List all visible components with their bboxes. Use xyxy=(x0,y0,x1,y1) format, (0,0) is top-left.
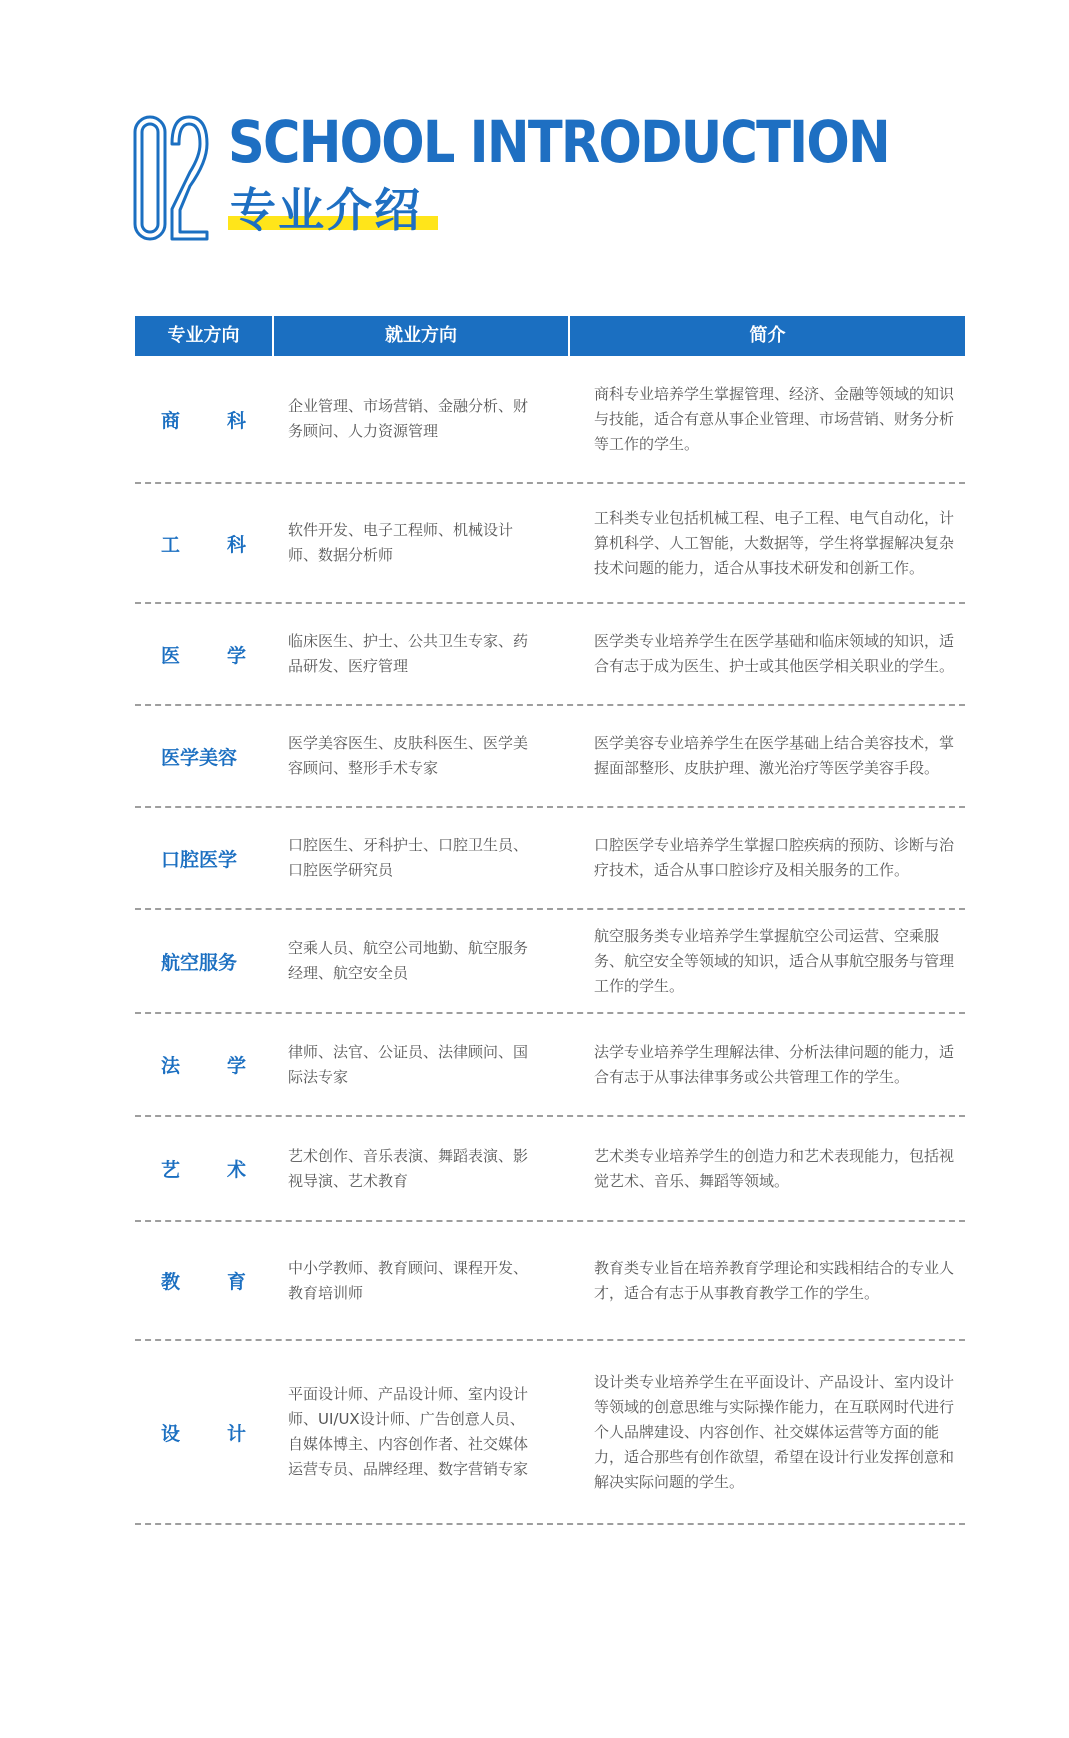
jobs-cell xyxy=(272,936,568,986)
jobs-text: 空乘人员、航空公司地勤、航空服务经理、航空安全员 xyxy=(288,939,529,982)
jobs-text: 律师、法官、公证员、法律顾问、国际法专家 xyxy=(288,1042,529,1086)
jobs-cell xyxy=(272,629,568,679)
title-english: SCHOOL INTRODUCTION xyxy=(228,108,889,176)
major-name: 医学 xyxy=(161,644,246,667)
table-row xyxy=(135,1014,965,1117)
jobs-cell xyxy=(272,394,568,444)
title-chinese: 专业介绍 xyxy=(230,183,422,237)
title-chinese-wrap xyxy=(230,182,422,238)
section-number-graphic xyxy=(132,114,210,242)
jobs-text: 企业管理、市场营销、金融分析、财务顾问、人力资源管理 xyxy=(288,397,529,440)
jobs-cell xyxy=(272,1382,568,1482)
major-name: 商科 xyxy=(161,409,246,432)
jobs-cell xyxy=(272,1256,568,1306)
table-row xyxy=(135,706,965,808)
table-row xyxy=(135,1222,965,1341)
jobs-text: 软件开发、电子工程师、机械设计师、数据分析师 xyxy=(288,521,514,564)
jobs-text: 医学美容医生、皮肤科医生、医学美容顾问、整形手术专家 xyxy=(288,734,529,777)
table-row xyxy=(135,356,965,484)
table-row xyxy=(135,808,965,910)
header-jobs: 就业方向 xyxy=(272,316,568,356)
intro-text: 设计类专业培养学生在平面设计、产品设计、室内设计等领域的创意思维与实际操作能力，在互联网时代进行个人品牌建设、内容创作、社交媒体运营等方面的能力，适合那些有创作欲望，希望在设计行业发挥创意和解决实际问题的学生。 xyxy=(594,1372,955,1491)
intro-text: 商科专业培养学生掌握管理、经济、金融等领域的知识与技能，适合有意从事企业管理、市场营销、财务分析等工作的学生。 xyxy=(594,384,955,453)
intro-text: 口腔医学专业培养学生掌握口腔疾病的预防、诊断与治疗技术，适合从事口腔诊疗及相关服务的工作。 xyxy=(594,836,955,879)
intro-text: 艺术类专业培养学生的创造力和艺术表现能力，包括视觉艺术、音乐、舞蹈等领域。 xyxy=(594,1146,955,1190)
section-header xyxy=(132,110,892,250)
header-intro: 简介 xyxy=(568,316,965,356)
jobs-text: 平面设计师、产品设计师、室内设计师、UI/UX设计师、广告创意人员、自媒体博主、内容创作者、社交媒体运营专员、品牌经理、数字营销专家 xyxy=(288,1385,529,1478)
table-row xyxy=(135,910,965,1014)
table-header xyxy=(135,316,965,356)
jobs-cell xyxy=(272,1144,568,1194)
jobs-cell xyxy=(272,1040,568,1090)
table-row xyxy=(135,604,965,706)
jobs-cell xyxy=(272,518,568,568)
major-name: 工科 xyxy=(161,533,246,556)
intro-text: 法学专业培养学生理解法律、分析法律问题的能力，适合有志于从事法律事务或公共管理工作的学生。 xyxy=(594,1042,955,1086)
major-name: 航空服务 xyxy=(161,951,238,974)
intro-text: 医学类专业培养学生在医学基础和临床领域的知识，适合有志于成为医生、护士或其他医学相关职业的学生。 xyxy=(594,632,955,675)
major-name: 教育 xyxy=(161,1271,246,1293)
intro-text: 医学美容专业培养学生在医学基础上结合美容技术，掌握面部整形、皮肤护理、激光治疗等医学美容手段。 xyxy=(594,734,955,777)
major-name: 法学 xyxy=(161,1055,246,1077)
table-row xyxy=(135,1117,965,1222)
major-name: 设计 xyxy=(161,1422,246,1445)
jobs-text: 中小学教师、教育顾问、课程开发、教育培训师 xyxy=(288,1258,529,1302)
intro-text: 工科类专业包括机械工程、电子工程、电气自动化，计算机科学、人工智能，大数据等，学生将掌握解决复杂技术问题的能力，适合从事技术研发和创新工作。 xyxy=(594,508,955,577)
majors-table xyxy=(135,316,965,1525)
major-name: 艺术 xyxy=(161,1159,246,1181)
intro-text: 航空服务类专业培养学生掌握航空公司运营、空乘服务、航空安全等领域的知识，适合从事航空服务与管理工作的学生。 xyxy=(594,926,955,995)
jobs-cell xyxy=(272,731,568,781)
jobs-cell xyxy=(272,833,568,883)
table-body xyxy=(135,356,965,1525)
intro-text: 教育类专业旨在培养教育学理论和实践相结合的专业人才，适合有志于从事教育教学工作的学生。 xyxy=(594,1258,955,1302)
jobs-text: 艺术创作、音乐表演、舞蹈表演、影视导演、艺术教育 xyxy=(288,1146,529,1190)
jobs-text: 口腔医生、牙科护士、口腔卫生员、口腔医学研究员 xyxy=(288,836,529,879)
major-name: 医学美容 xyxy=(161,746,238,769)
table-row xyxy=(135,484,965,604)
table-row xyxy=(135,1341,965,1525)
major-name: 口腔医学 xyxy=(161,848,238,871)
header-major: 专业方向 xyxy=(167,325,240,346)
jobs-text: 临床医生、护士、公共卫生专家、药品研发、医疗管理 xyxy=(288,632,529,675)
